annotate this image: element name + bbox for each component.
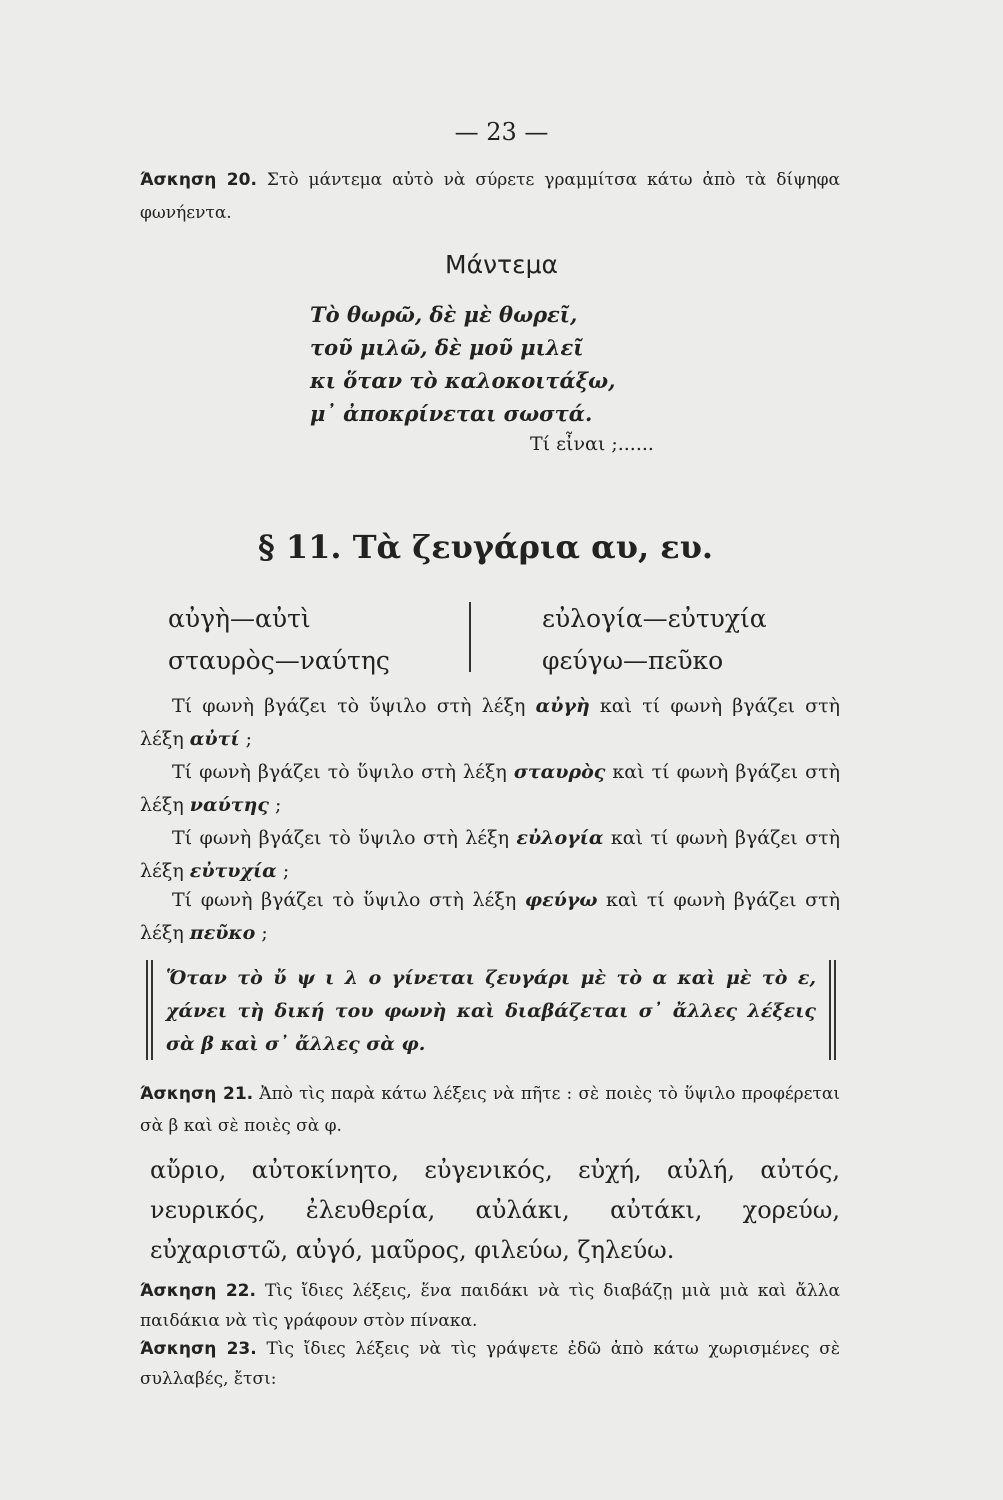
poem-line: τοῦ μιλῶ, δὲ μοῦ μιλεῖ [310, 335, 584, 360]
rule-bar-right [834, 960, 836, 1060]
question-3: Τί φωνὴ βγάζει τὸ ὕψιλο στὴ λέξη εὐλογία καὶ τί φωνὴ βγάζει στὴ λέξη εὐτυχία ; [140, 827, 840, 882]
question-2: Τί φωνὴ βγάζει τὸ ὕψιλο στὴ λέξη σταυρὸς καὶ τί φωνὴ βγάζει στὴ λέξη ναύτης ; [140, 761, 841, 816]
poem-line: Τὸ θωρῶ, δὲ μὲ θωρεῖ, [310, 302, 578, 327]
poem-line: μ᾽ ἀποκρίνεται σωστά. [310, 401, 593, 426]
page-number: — 23 — [454, 118, 549, 146]
question-1: Τί φωνὴ βγάζει τὸ ὕψιλο στὴ λέξη αὐγὴ καὶ τί φωνὴ βγάζει στὴ λέξη αὐτί ; [140, 695, 841, 750]
exercise-20 [140, 164, 840, 230]
rule-bar-right [829, 960, 831, 1060]
column-divider [469, 602, 471, 672]
exercise-21-text: Ἀπὸ τὶς παρὰ κάτω λέξεις νὰ πῆτε : σὲ ποιὲς τὸ ὕψιλο προφέρεται σὰ β καὶ σὲ ποιὲς σὰ φ. [140, 1084, 841, 1136]
exercise-20-label: Άσκηση 20. [140, 170, 257, 190]
rule-bar-left [146, 960, 148, 1060]
keyword: ναύτης [189, 794, 269, 816]
poem-line: κι ὅταν τὸ καλοκοιτάξω, [310, 368, 616, 393]
exercise-22-label: Άσκηση 22. [140, 1281, 256, 1301]
word-pair: φεύγω—πεῦκο [542, 646, 724, 675]
keyword: σταυρὸς [513, 761, 606, 783]
keyword: αὐγὴ [535, 695, 590, 717]
exercise-21-label: Άσκηση 21. [140, 1084, 254, 1104]
rule-bar-left [151, 960, 153, 1060]
rule-text: Ὅταν τὸ ὔ ψ ι λ ο γίνεται ζευγάρι μὲ τὸ α καὶ μὲ τὸ ε, χάνει τὴ δική του φωνὴ καὶ διαβάζεται σ᾽ ἄλλες λέξεις σὰ β καὶ σ᾽ ἄλλες σὰ φ. [166, 967, 816, 1055]
section-heading: § 11. Τὰ ζευγάρια αυ, ευ. [258, 528, 714, 566]
word-pair: σταυρὸς—ναύτης [168, 646, 390, 675]
exercise-20-text: Στὸ μάντεμα αὐτὸ νὰ σύρετε γραμμίτσα κάτω ἀπὸ τὰ δίψηφα φωνήεντα. [140, 170, 841, 223]
question-4: Τί φωνὴ βγάζει τὸ ὕψιλο στὴ λέξη φεύγω καὶ τί φωνὴ βγάζει στὴ λέξη πεῦκο ; [140, 889, 840, 944]
riddle-poem [310, 298, 615, 430]
exercise-23 [140, 1334, 840, 1394]
exercise-22 [140, 1276, 840, 1336]
word-pair: εὐλογία—εὐτυχία [542, 604, 767, 633]
keyword: φεύγω [524, 889, 598, 911]
exercise-21 [140, 1078, 840, 1142]
word-pairs-right [542, 598, 767, 682]
exercise-22-text: Τὶς ἴδιες λέξεις, ἕνα παιδάκι νὰ τὶς διαβάζῃ μιὰ μιὰ καὶ ἄλλα παιδάκια νὰ τὶς γράφουν στὸν πίνακα. [140, 1281, 841, 1331]
exercise-21-words: αὔριο, αὐτοκίνητο, εὐγενικός, εὐχή, αὐλή, αὐτός, νευρικός, ἐλευθερία, αὐλάκι, αὐτάκι, χορεύω, εὐχαριστῶ, αὐγό, μαῦρος, φιλεύω, ζηλεύω. [150, 1156, 840, 1264]
rule-box [146, 960, 836, 1060]
keyword: αὐτί [189, 728, 240, 750]
riddle-title: Μάντεμα [445, 250, 558, 279]
riddle-question: Τί εἶναι ;...... [530, 433, 654, 455]
word-pairs-left [168, 598, 390, 682]
keyword: εὐτυχία [189, 860, 277, 882]
word-pair: αὐγὴ—αὐτὶ [168, 604, 311, 633]
exercise-23-label: Άσκηση 23. [140, 1339, 257, 1359]
exercise-23-text: Τὶς ἴδιες λέξεις νὰ τὶς γράψετε ἐδῶ ἀπὸ κάτω χωρισμένες σὲ συλλαβές, ἔτσι: [140, 1339, 840, 1389]
keyword: πεῦκο [189, 922, 256, 944]
keyword: εὐλογία [516, 827, 604, 849]
